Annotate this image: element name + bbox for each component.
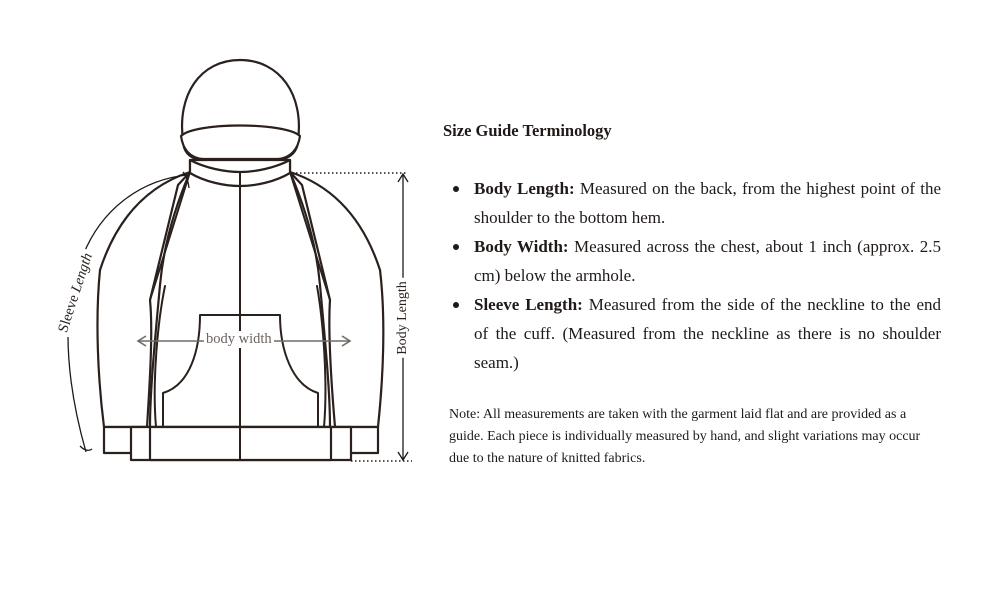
hoodie-diagram [0,0,440,600]
sleeve-length-label-part2: Length [68,251,96,295]
size-guide-panel [443,118,941,470]
sleeve-length-label-part1: Sleeve [55,292,83,335]
term-description: Measured on the back, from the highest point of the shoulder to the bottom hem. [474,179,941,227]
bullet-icon [453,244,459,250]
term-item-body-width [443,232,941,290]
term-name: Sleeve Length: [474,295,583,314]
term-item-sleeve-length [443,290,941,377]
hood-opening [181,126,300,160]
size-guide-title: Size Guide Terminology [443,121,612,140]
body-length-label: Body Length [395,278,411,358]
term-description: Measured across the chest, about 1 inch (approx. 2.5 cm) below the armhole. [474,237,941,285]
term-list [443,174,941,377]
body-width-label: body width [206,331,272,347]
term-item-body-length [443,174,941,232]
bullet-icon [453,302,459,308]
bullet-icon [453,186,459,192]
term-description: Measured from the side of the neckline to the end of the cuff. (Measured from the neckline as there is no shoulder seam.) [474,295,941,372]
term-name: Body Length: [474,179,575,198]
measurement-note: Note: All measurements are taken with the garment laid flat and are provided as a guide. Each piece is individually measured by hand, and slight variations may occur due to the nature of knitted fabrics. [449,407,921,466]
term-name: Body Width: [474,237,569,256]
